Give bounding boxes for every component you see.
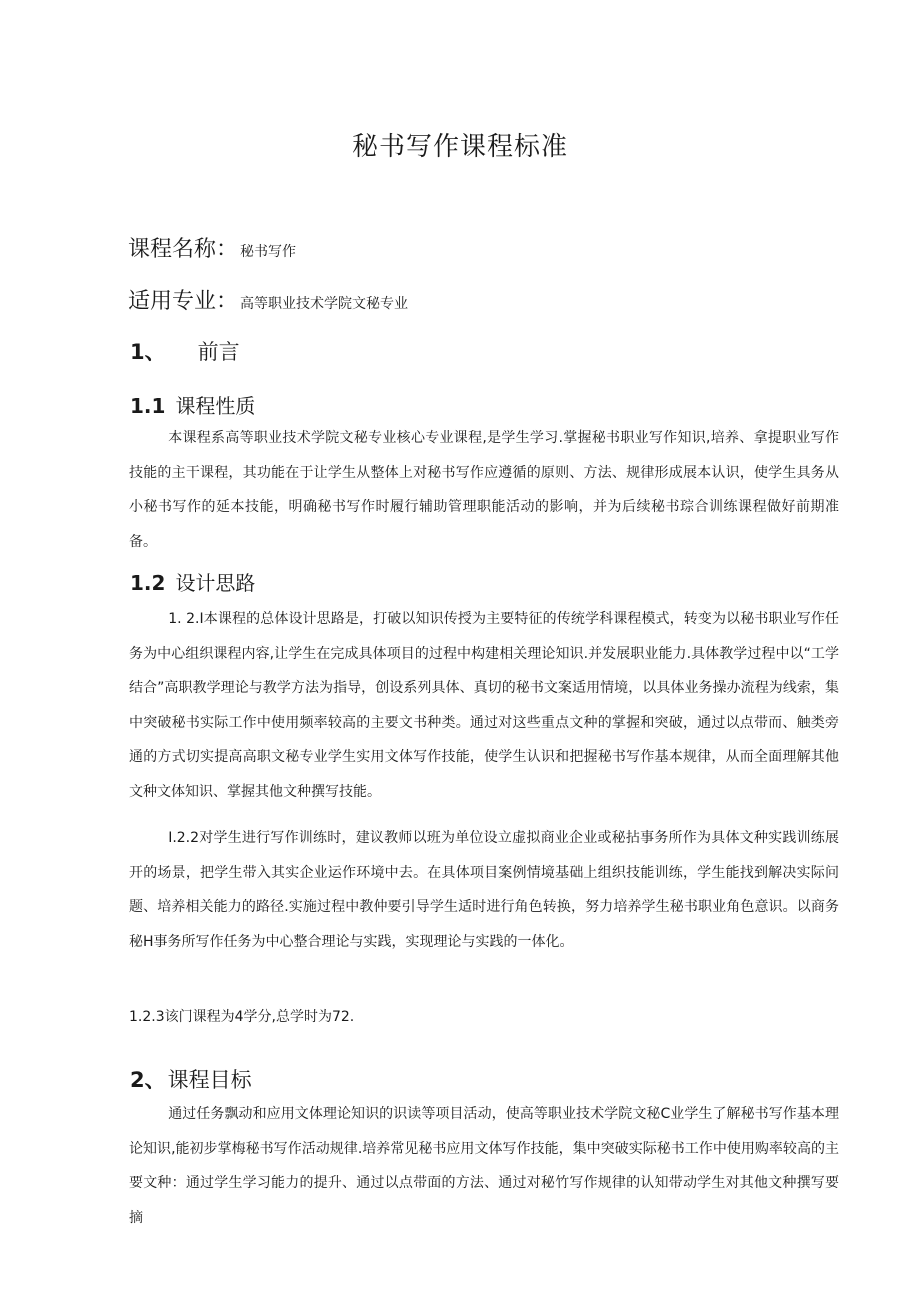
major-line (128, 284, 408, 315)
section-2-title: 课程目标 (167, 1068, 252, 1092)
subsection-1-1-number: 1.1 (130, 394, 166, 418)
subsection-1-1-title: 课程性质 (175, 394, 256, 418)
section-1-heading (130, 336, 240, 366)
document-title: 秘书写作课程标准 (351, 132, 568, 162)
course-name-value: 秘书写作 (240, 244, 297, 260)
course-name-label: 课程名称： (128, 237, 239, 262)
course-name-line (128, 232, 296, 263)
paragraph-1-1: 本课程系高等职业技术学院文秘专业核心专业课程,是学生学习.掌握秘书职业写作知识,培养、拿提职业写作技能的主干课程，其功能在于让学生从整体上对秘书写作应遵循的原则、方法、规律形成展本认识，使学生具务从小秘书写作的延本技能，明确秘书写作时履行辅助管理职能活动的影响，并为后续秘书琮合训练课程做好前期准备。 (129, 430, 839, 550)
section-1-number: 1、 (130, 340, 166, 364)
section-2-heading (130, 1064, 252, 1094)
paragraph-1-2-3: 1.2.3该门课程为4学分,总学时为72. (129, 1009, 355, 1025)
paragraph-1-2-2: I.2.2对学生进行写作训练时，建议教师以班为单位设立虚拟商业企业或秘拈事务所作为具体文种实践训练展开的场景，把学生带入其实企业运作环境中去。在具体项目案例情境基础上组织技能训练，学生能找到解决实际问题、培养相关能力的路径.实施过程中教仲要引导学生适时进行角色转换，努力培养学生秘书职业角色意识。以商务秘H事务所写作任务为中心整合理论与实践，实现理论与实践的一体化。 (129, 830, 839, 950)
major-label: 适用专业： (128, 289, 239, 314)
subsection-1-2-heading (130, 567, 255, 596)
section-2-number: 2、 (130, 1068, 166, 1092)
paragraph-2: 通过任务飘动和应用文体理论知识的识读等项目活动，使高等职业技术学院文秘C业学生了解秘书写作基本理论知识,能初步掌梅秘书写作活动规律.培养常见秘书应用文体写作技能，集中突破实际秘书工作中使用购率较高的主要文种：通过学生学习能力的提升、通过以点带面的方法、通过对秘竹写作规律的认知带动学生对其他文种撰写要摘 (129, 1106, 839, 1226)
subsection-1-1-heading (130, 390, 255, 419)
subsection-1-2-number: 1.2 (130, 571, 166, 595)
paragraph-1-2-1: 1. 2.I本课程的总体设计思路是，打破以知识传授为主要特征的传统学科课程模式，转变为以秘书职业写作任务为中心组织课程内容,让学生在完成具体项目的过程中构建相关理论知识.并发展职业能力.具体教学过程中以“工学结合”高职教学理论与教学方法为指导，创设系列具体、真切的秘书文案适用情境，以具体业务操办流程为线索，集中突破秘书实际工作中使用频率较高的主要文书种类。通过对这些重点文种的掌握和突破，通过以点带而、触类旁通的方式切实提高高职文秘专业学生实用文体写作技能，使学生认识和把握秘书写作基本规律，从而全面理解其他文种文体知识、掌握其他文种撰写技能。 (129, 611, 839, 800)
subsection-1-2-title: 设计思路 (175, 571, 256, 595)
major-value: 高等职业技术学院文秘专业 (240, 296, 409, 312)
section-1-title: 前言 (197, 340, 240, 364)
